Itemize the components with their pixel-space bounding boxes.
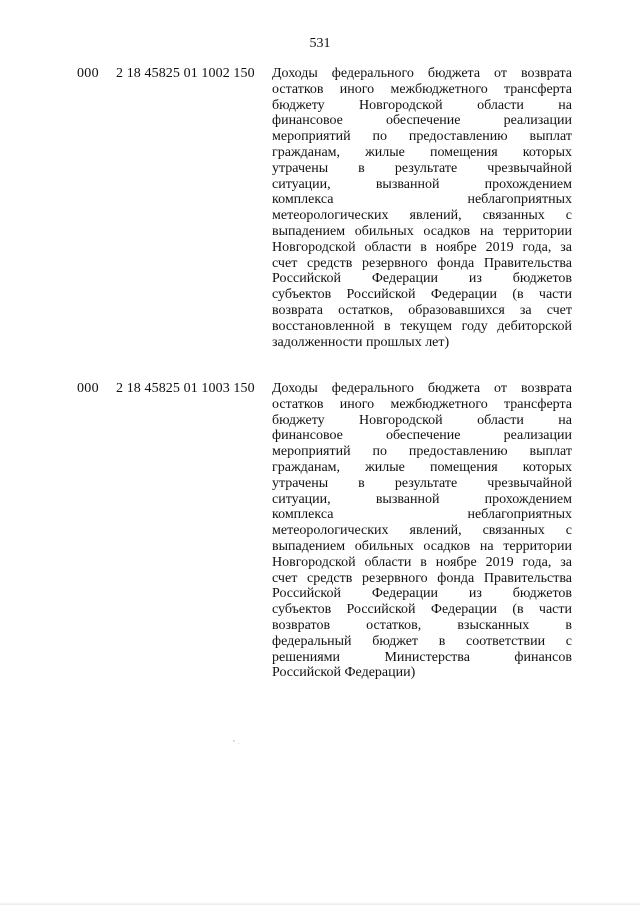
administrator-code: 000: [77, 66, 99, 81]
budget-classification-code: 2 18 45825 01 1003 150: [116, 381, 255, 396]
description-line: мероприятий по предоставлению выплат: [272, 444, 572, 460]
scan-speck: [233, 740, 235, 742]
description-line: задолженности прошлых лет): [272, 334, 450, 350]
page-number: 531: [309, 36, 331, 51]
administrator-code: 000: [77, 381, 99, 396]
description-line: утрачены в результате чрезвычайной: [272, 475, 572, 491]
description-line: федеральный бюджет в соответствии с: [272, 633, 572, 649]
description-line: решениями Министерства финансов: [272, 649, 572, 665]
description-line: субъектов Российской Федерации (в части: [272, 602, 572, 618]
description-line: Новгородской области в ноябре 2019 года, за: [272, 239, 572, 255]
description-line: комплекса неблагоприятных: [272, 507, 572, 523]
description-line: счет средств резервного фонда Правительства: [272, 255, 572, 271]
description-line: Российской Федерации): [272, 665, 416, 681]
description-line: Российской Федерации из бюджетов: [272, 586, 572, 602]
description-line: метеорологических явлений, связанных с: [272, 523, 572, 539]
description-line: метеорологических явлений, связанных с: [272, 208, 572, 224]
description-line: ситуации, вызванной прохождением: [272, 491, 572, 507]
description-line: Доходы федерального бюджета от возврата: [272, 66, 572, 81]
description-line: комплекса неблагоприятных: [272, 192, 572, 208]
budget-classification-code: 2 18 45825 01 1002 150: [116, 66, 255, 81]
scan-speck: [238, 743, 239, 744]
description-line: остатков иного межбюджетного трансферта: [272, 81, 572, 97]
description-line: ситуации, вызванной прохождением: [272, 176, 572, 192]
description-line: бюджету Новгородской области на: [272, 97, 572, 113]
description-line: мероприятий по предоставлению выплат: [272, 129, 572, 145]
description-line: бюджету Новгородской области на: [272, 412, 572, 428]
description-line: возвратов остатков, взысканных в: [272, 617, 572, 633]
income-description: [272, 66, 572, 350]
description-line: утрачены в результате чрезвычайной: [272, 160, 572, 176]
description-line: выпадением обильных осадков на территории: [272, 223, 572, 239]
description-line: выпадением обильных осадков на территории: [272, 538, 572, 554]
description-line: гражданам, жилые помещения которых: [272, 144, 572, 160]
income-description: [272, 381, 572, 681]
description-line: счет средств резервного фонда Правительства: [272, 570, 572, 586]
description-line: возврата остатков, образовавшихся за счет: [272, 302, 572, 318]
description-line: Доходы федерального бюджета от возврата: [272, 381, 572, 396]
description-line: восстановленной в текущем году дебиторской: [272, 318, 572, 334]
description-line: финансовое обеспечение реализации: [272, 428, 572, 444]
description-line: финансовое обеспечение реализации: [272, 113, 572, 129]
description-line: Новгородской области в ноябре 2019 года, за: [272, 554, 572, 570]
description-line: остатков иного межбюджетного трансферта: [272, 396, 572, 412]
description-line: субъектов Российской Федерации (в части: [272, 287, 572, 303]
description-line: гражданам, жилые помещения которых: [272, 459, 572, 475]
description-line: Российской Федерации из бюджетов: [272, 271, 572, 287]
